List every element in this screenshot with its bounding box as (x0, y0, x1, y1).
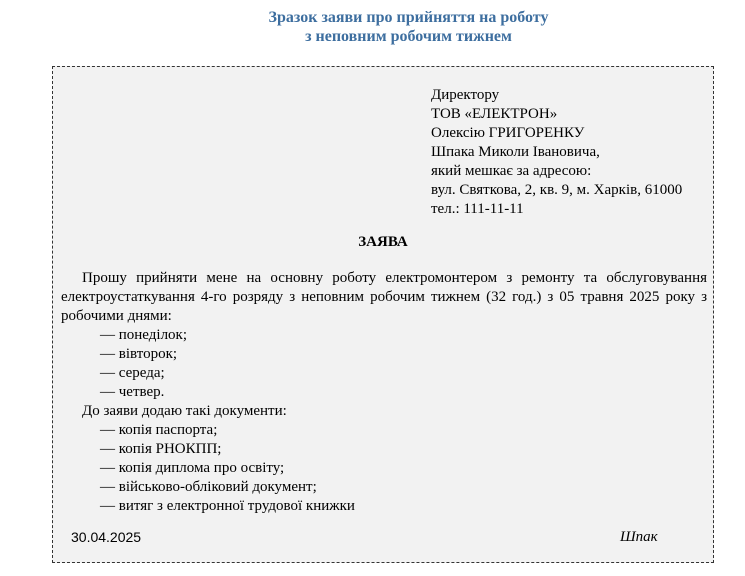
attachment-item: — військово-обліковий документ; (100, 479, 317, 495)
page-subtitle: з неповним робочим тижнем (305, 28, 512, 45)
applicant-address: вул. Святкова, 2, кв. 9, м. Харків, 61000 (431, 182, 683, 198)
attachment-item: — копія паспорта; (100, 422, 218, 438)
attachment-item: — витяг з електронної трудової книжки (100, 498, 355, 514)
attachment-item: — копія РНОКПП; (100, 441, 222, 457)
page-title: Зразок заяви про прийняття на роботу (268, 9, 549, 26)
attachments-intro: До заяви додаю такі документи: (82, 403, 287, 419)
document-heading: ЗАЯВА (358, 234, 408, 250)
addressee-company: ТОВ «ЕЛЕКТРОН» (431, 106, 558, 122)
workday-item: — середа; (100, 365, 165, 381)
signature: Шпак (620, 529, 658, 545)
addressee-position: Директору (431, 87, 500, 103)
request-paragraph: Прошу прийняти мене на основну роботу електромонтером з ремонту та обслуговування електроустаткування 4-го розряду з неповним робочим тижнем (32 год.) з 05 травня 2025 року з робочими днями: (61, 270, 707, 324)
applicant-phone: тел.: 111-11-11 (431, 201, 524, 217)
workday-item: — понеділок; (100, 327, 188, 343)
applicant-name: Шпака Миколи Івановича, (431, 144, 600, 160)
document-date: 30.04.2025 (71, 529, 142, 545)
addressee-name: Олексію ГРИГОРЕНКУ (431, 125, 585, 141)
workday-item: — четвер. (100, 384, 165, 400)
application-document (52, 66, 714, 563)
attachment-item: — копія диплома про освіту; (100, 460, 285, 476)
document-body (61, 269, 707, 516)
addressee-block (431, 86, 682, 219)
workday-item: — вівторок; (100, 346, 178, 362)
applicant-address-label: який мешкає за адресою: (431, 163, 592, 179)
